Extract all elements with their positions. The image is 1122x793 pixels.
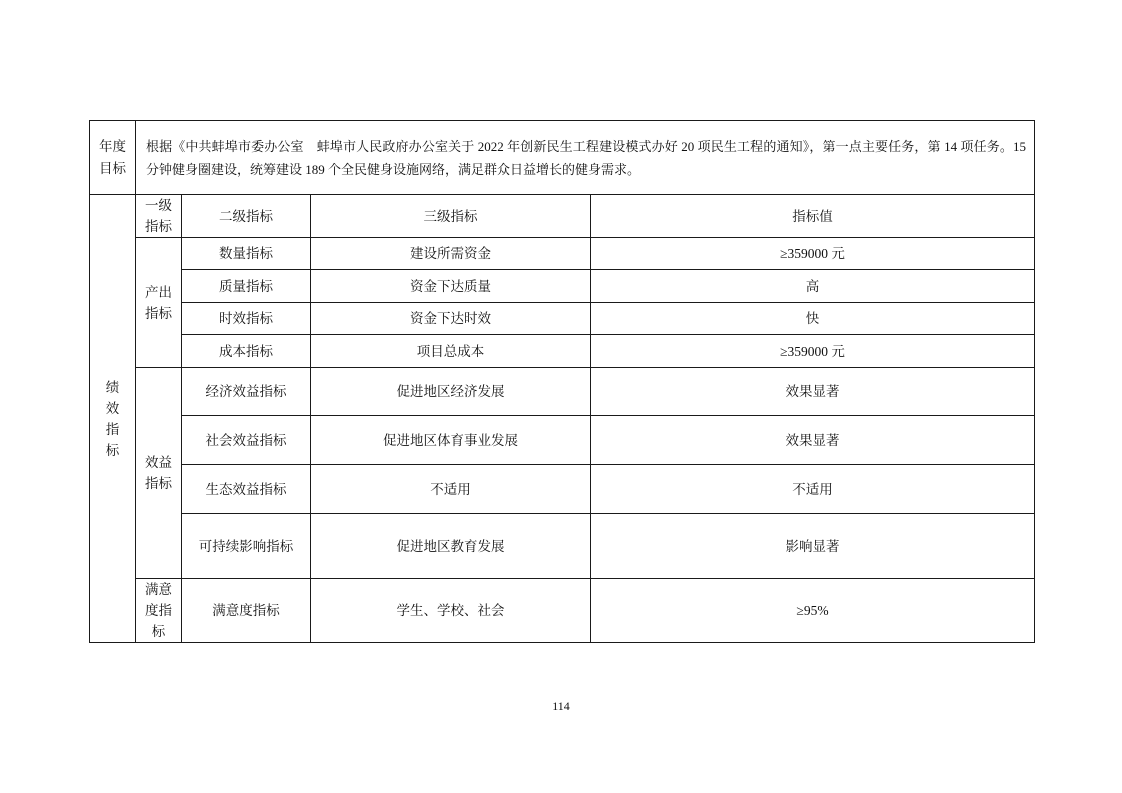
- level2-cell: 时效指标: [182, 303, 311, 335]
- group-output-label: 产出指标: [144, 284, 172, 321]
- table-row: [90, 579, 1035, 643]
- group-benefit-label: 效益指标: [144, 455, 172, 491]
- level2-cell: 经济效益指标: [182, 368, 311, 416]
- table-row: [90, 514, 1035, 579]
- value-cell: 快: [591, 303, 1035, 335]
- level2-cell: 成本指标: [182, 335, 311, 368]
- header-level1: 一级指标: [144, 198, 172, 234]
- table-row: [90, 416, 1035, 465]
- header-level1-cell: [136, 195, 182, 238]
- page-number: 114: [552, 699, 570, 713]
- table-row: [90, 465, 1035, 514]
- performance-section-cell: [90, 195, 136, 643]
- level3-cell: 促进地区教育发展: [311, 514, 591, 579]
- level3-cell: 资金下达时效: [311, 303, 591, 335]
- header-level2: 二级指标: [182, 195, 311, 238]
- table-row: [90, 270, 1035, 303]
- value-cell: ≥95%: [591, 579, 1035, 643]
- value-cell: 影响显著: [591, 514, 1035, 579]
- group-satisfaction-cell: [136, 579, 182, 643]
- table-row: [90, 368, 1035, 416]
- level2-cell: 生态效益指标: [182, 465, 311, 514]
- level2-cell: 可持续影响指标: [182, 514, 311, 579]
- annual-target-label-cell: [90, 121, 136, 195]
- table-row: [90, 238, 1035, 270]
- value-cell: ≥359000 元: [591, 238, 1035, 270]
- table-row: [90, 303, 1035, 335]
- value-cell: 效果显著: [591, 416, 1035, 465]
- level2-cell: 数量指标: [182, 238, 311, 270]
- value-cell: 效果显著: [591, 368, 1035, 416]
- annual-target-label: 年度目标: [98, 138, 126, 176]
- value-cell: ≥359000 元: [591, 335, 1035, 368]
- value-cell: 高: [591, 270, 1035, 303]
- table-row: [90, 335, 1035, 368]
- group-output-cell: [136, 238, 182, 368]
- level3-cell: 建设所需资金: [311, 238, 591, 270]
- annual-target-row: [90, 121, 1035, 195]
- level2-cell: 满意度指标: [182, 579, 311, 643]
- indicator-header-row: [90, 195, 1035, 238]
- level3-cell: 学生、学校、社会: [311, 579, 591, 643]
- value-cell: 不适用: [591, 465, 1035, 514]
- annual-target-text: 根据《中共蚌埠市委办公室 蚌埠市人民政府办公室关于 2022 年创新民生工程建设模式办好 20 项民生工程的通知》，第一点主要任务，第 14 项任务。15 分钟健身圈建设，统筹建设 189 个全民健身设施网络，满足群众日益增长的健身需求。: [136, 121, 1035, 195]
- performance-target-table: [89, 120, 1035, 643]
- level3-cell: 促进地区体育事业发展: [311, 416, 591, 465]
- header-value: 指标值: [591, 195, 1035, 238]
- level2-cell: 社会效益指标: [182, 416, 311, 465]
- group-satisfaction-label: 满意度指标: [144, 582, 172, 639]
- table-body: [90, 121, 1035, 643]
- level3-cell: 不适用: [311, 465, 591, 514]
- level3-cell: 项目总成本: [311, 335, 591, 368]
- group-benefit-cell: [136, 368, 182, 579]
- performance-section-label: 绩效指标: [105, 379, 120, 458]
- level3-cell: 促进地区经济发展: [311, 368, 591, 416]
- header-level3: 三级指标: [311, 195, 591, 238]
- level3-cell: 资金下达质量: [311, 270, 591, 303]
- level2-cell: 质量指标: [182, 270, 311, 303]
